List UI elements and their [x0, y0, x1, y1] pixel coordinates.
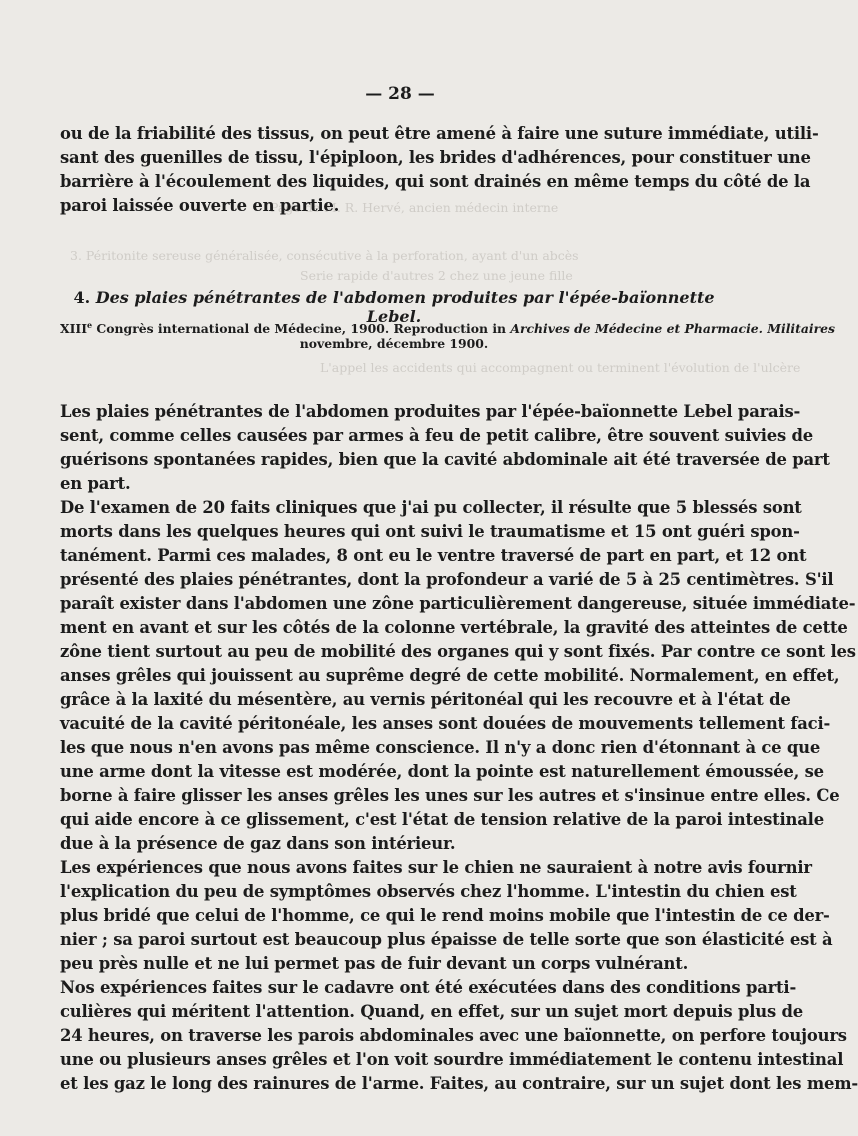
- bleedthrough-text: Serie rapide d'autres 2 chez une jeune fille: [300, 268, 573, 283]
- text-line: 24 heures, on traverse les parois abdominales avec une baïonnette, on perfore toujours: [60, 1026, 847, 1045]
- bleedthrough-text: Page de M. R. Hervé, ancien médecin interne: [270, 200, 559, 215]
- text-line: tanément. Parmi ces malades, 8 ont eu le ventre traversé de part en part, et 12 ont: [60, 546, 807, 565]
- section-number: 4.: [73, 288, 91, 307]
- bleedthrough-text: 3. Péritonite sereuse généralisée, consécutive à la perforation, ayant d'un abcès: [70, 248, 579, 263]
- text-line: Nos expériences faites sur le cadavre ont été exécutées dans des conditions parti-: [60, 978, 797, 997]
- text-line: plus bridé que celui de l'homme, ce qui le rend moins mobile que l'intestin de ce der-: [60, 906, 830, 925]
- text-line: une arme dont la vitesse est modérée, dont la pointe est naturellement émoussée, se: [60, 762, 824, 781]
- text-line: présenté des plaies pénétrantes, dont la profondeur a varié de 5 à 25 centimètres. S'il: [60, 570, 834, 589]
- text-line: De l'examen de 20 faits cliniques que j'ai pu collecter, il résulte que 5 blessés sont: [60, 498, 802, 517]
- text-line: anses grêles qui jouissent au suprême degré de cette mobilité. Normalement, en effet,: [60, 666, 840, 685]
- text-line: peu près nulle et ne lui permet pas de fuir devant un corps vulnérant.: [60, 954, 689, 973]
- reference-line-1: [60, 318, 835, 337]
- paragraph-continuation: [60, 122, 819, 218]
- text-line: les que nous n'en avons pas même conscience. Il n'y a donc rien d'étonnant à ce que: [60, 738, 821, 757]
- reference-superscript: e: [87, 320, 93, 330]
- reference-text: Congrès international de Médecine, 1900. Reproduction in: [92, 321, 511, 337]
- text-line: vacuité de la cavité péritonéale, les anses sont douées de mouvements tellement faci-: [60, 714, 831, 733]
- text-line: sent, comme celles causées par armes à feu de petit calibre, être souvent suivies de: [60, 426, 813, 445]
- text-line: zône tient surtout au peu de mobilité des organes qui y sont fixés. Par contre ce sont les: [60, 642, 856, 661]
- text-line: culières qui méritent l'attention. Quand, en effet, sur un sujet mort depuis plus de: [60, 1002, 803, 1021]
- text-line: paraît exister dans l'abdomen une zône particulièrement dangereuse, située immédiate-: [60, 594, 856, 613]
- text-line: ment en avant et sur les côtés de la colonne vertébrale, la gravité des atteintes de cette: [60, 618, 848, 637]
- reference-roman: XIII: [60, 321, 88, 337]
- reference-line-2: novembre, décembre 1900.: [299, 336, 489, 352]
- text-line: morts dans les quelques heures qui ont suivi le traumatisme et 15 ont guéri spon-: [60, 522, 800, 541]
- text-line: ou de la friabilité des tissus, on peut être amené à faire une suture immédiate, utili-: [60, 124, 819, 143]
- text-line: l'explication du peu de symptômes observés chez l'homme. L'intestin du chien est: [60, 882, 797, 901]
- text-line: borne à faire glisser les anses grêles les unes sur les autres et s'insinue entre elles. Ce: [60, 786, 840, 805]
- text-line: due à la présence de gaz dans son intérieur.: [60, 834, 456, 853]
- text-line: une ou plusieurs anses grêles et l'on voit sourdre immédiatement le contenu intestinal: [60, 1050, 844, 1069]
- text-line: barrière à l'écoulement des liquides, qui sont drainés en même temps du côté de la: [60, 172, 811, 191]
- bleedthrough-text: L'appel les accidents qui accompagnent ou terminent l'évolution de l'ulcère: [320, 360, 801, 375]
- section-title: Des plaies pénétrantes de l'abdomen produites par l'épée-baïonnette Lebel.: [95, 288, 715, 326]
- text-line: Les expériences que nous avons faites sur le chien ne sauraient à notre avis fournir: [60, 858, 812, 877]
- text-line: sant des guenilles de tissu, l'épiploon, les brides d'adhérences, pour constituer une: [60, 148, 811, 167]
- text-line: et les gaz le long des rainures de l'arme. Faites, au contraire, sur un sujet dont les mem-: [60, 1074, 858, 1093]
- publication-reference: [60, 318, 835, 352]
- text-line: Les plaies pénétrantes de l'abdomen produites par l'épée-baïonnette Lebel parais-: [60, 402, 801, 421]
- body-text: [60, 400, 858, 1096]
- text-line: guérisons spontanées rapides, bien que la cavité abdominale ait été traversée de part: [60, 450, 830, 469]
- text-line: nier ; sa paroi surtout est beaucoup plus épaisse de telle sorte que son élasticité est à: [60, 930, 833, 949]
- text-line: grâce à la laxité du mésentère, au vernis péritonéal qui les recouvre et à l'état de: [60, 690, 791, 709]
- reference-journal: Archives de Médecine et Pharmacie. Militaires: [510, 321, 835, 337]
- text-line: qui aide encore à ce glissement, c'est l'état de tension relative de la paroi intestinale: [60, 810, 824, 829]
- text-line: en part.: [60, 474, 131, 493]
- text-line: paroi laissée ouverte en partie.: [60, 196, 340, 215]
- page-number: — 28 —: [365, 84, 435, 104]
